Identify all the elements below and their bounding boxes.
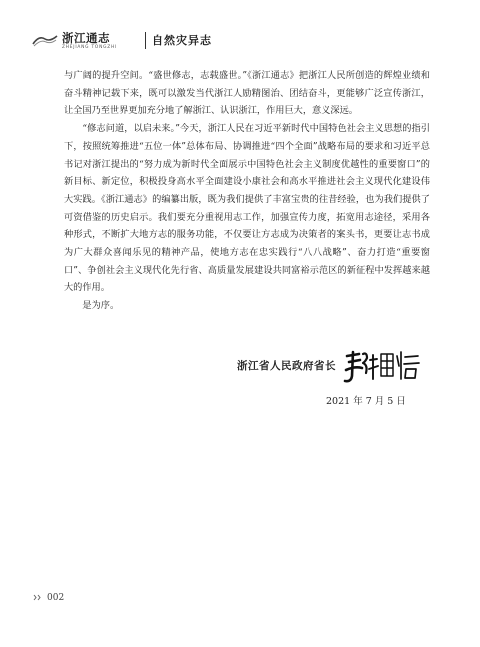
paragraph-closing: 是为序。 [82, 300, 120, 312]
page-header [32, 30, 452, 52]
page-number: 002 [47, 593, 65, 603]
page-mark-icon [33, 594, 43, 601]
page-footer [33, 593, 64, 603]
section-title: 自然灾异志 [152, 34, 212, 47]
handwritten-signature-icon [343, 346, 423, 384]
signature-date: 2021 年 7 月 5 日 [326, 396, 406, 407]
paragraph-continuation: 与广阔的提升空间。“盛世修志，志载盛世。”《浙江通志》把浙江人民所创造的辉煌业绩和奋斗精神记载下来，既可以激发当代浙江人励精图治、团结奋斗，更能够广泛宣传浙江，让全国乃至世界更加充分地了解浙江、认识浙江，作用巨大，意义深远。 [64, 70, 430, 117]
logo-subtitle: ZHEJIANG TONGZHI [62, 45, 118, 50]
header-divider [145, 32, 146, 49]
logo-title: 浙江通志 [62, 31, 110, 45]
paragraph-main: “修志问道，以启未来。”今天，浙江人民在习近平新时代中国特色社会主义思想的指引下，按照统筹推进“五位一体”总体布局、协调推进“四个全面”战略布局的要求和习近平总书记对浙江提出的“努力成为新时代全面展示中国特色社会主义制度优越性的重要窗口”的新目标、新定位，积极投身高水平全面建设小康社会和高水平推进社会主义现代化建设伟大实践。《浙江通志》的编纂出版，既为我们提供了丰富宝贵的往昔经验，也为我们提供了可资借鉴的历史启示。我们要充分重视用志工作，加强宣传力度，拓宽用志途径，采用各种形式，不断扩大地方志的服务功能，不仅要让方志成为决策者的案头书，更要让志书成为广大群众喜闻乐见的精神产品，使地方志在忠实践行“八八战略”、奋力打造“重要窗口”、争创社会主义现代化先行省、高质量发展建设共同富裕示范区的新征程中发挥越来越大的作用。 [64, 123, 430, 294]
signature-block [237, 346, 437, 386]
signer-title: 浙江省人民政府省长 [237, 360, 336, 372]
zhejiang-tongzhi-logo-icon [32, 33, 58, 47]
preface-body [64, 67, 430, 315]
